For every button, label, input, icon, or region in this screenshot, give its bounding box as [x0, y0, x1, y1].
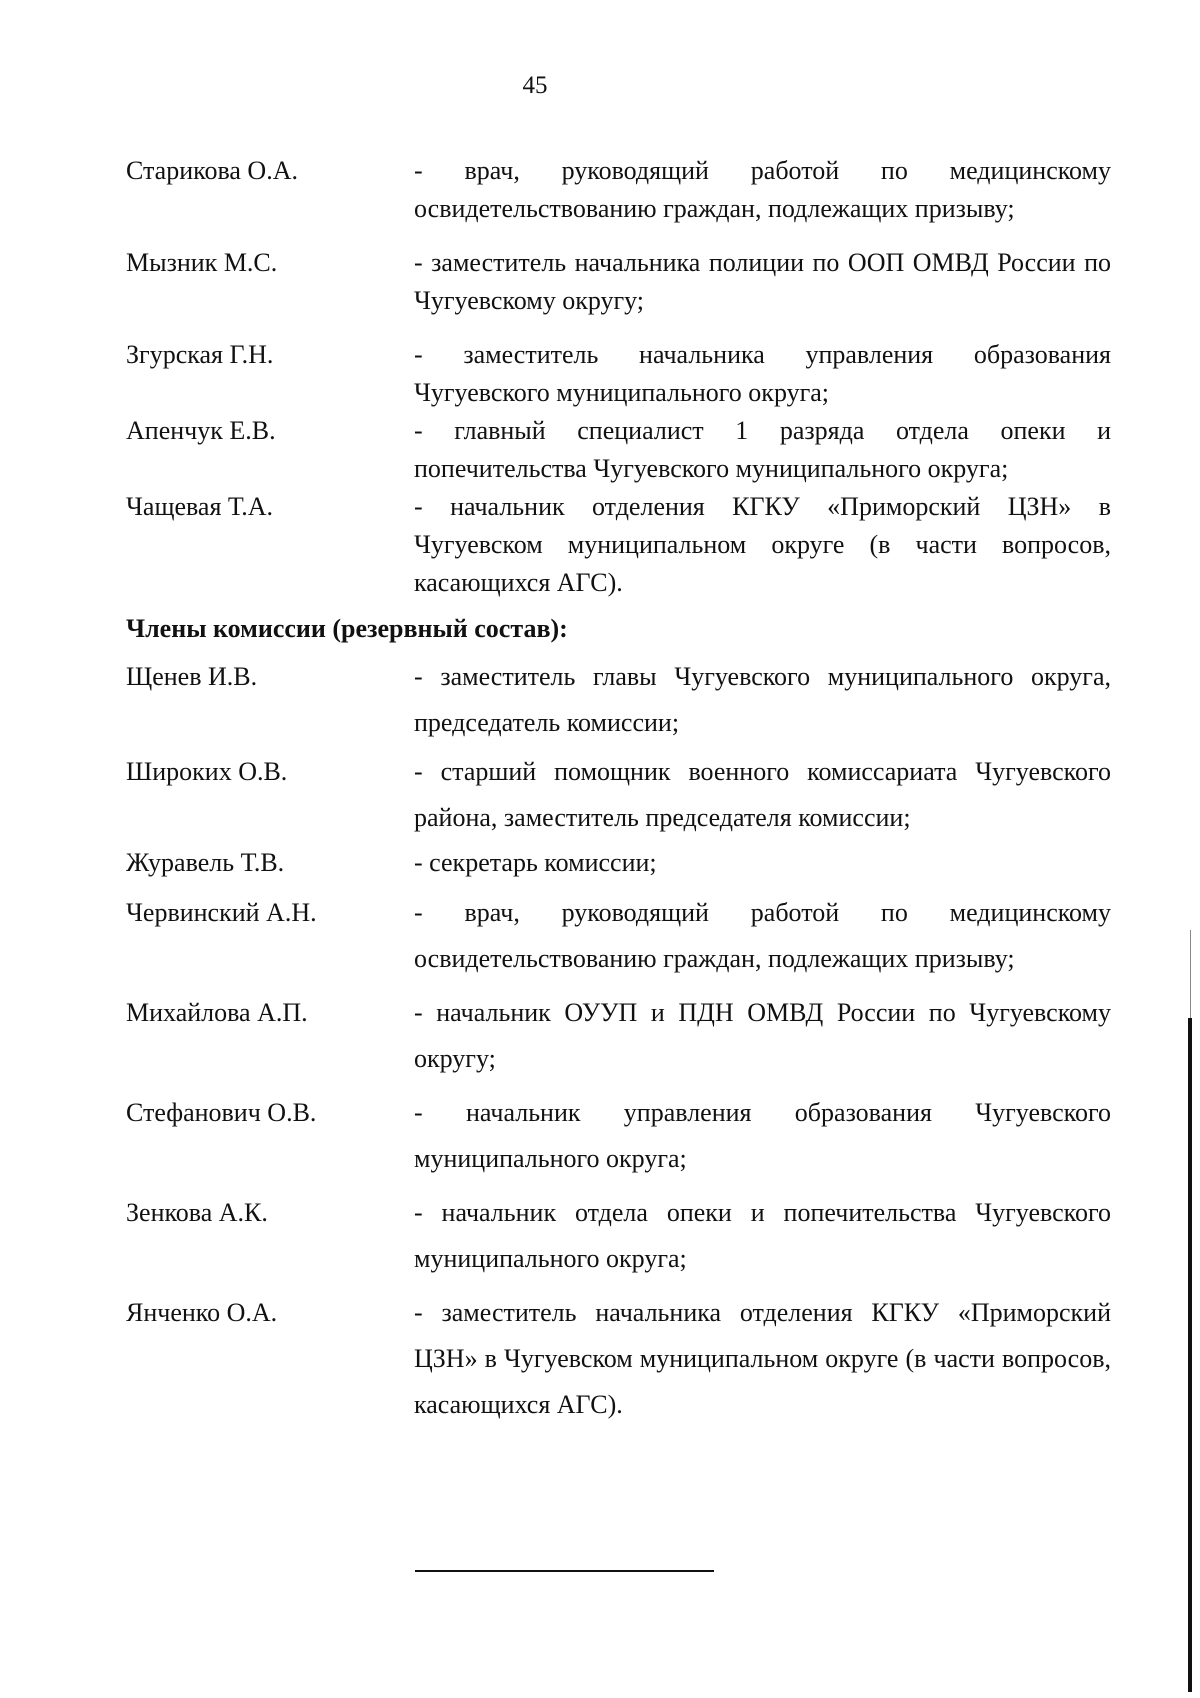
member-name: Мызник М.С. [126, 248, 278, 277]
member-name: Янченко О.А. [126, 1298, 278, 1327]
member-name: Чащевая Т.А. [126, 492, 273, 521]
member-name: Старикова О.А. [126, 156, 298, 185]
member-entry-chaschevaya [126, 488, 1111, 602]
page-number: 45 [522, 72, 548, 99]
member-role: - начальник отдела опеки и попечительства Чугуевского муниципального округа; [414, 1198, 1111, 1273]
member-entry-shirokikh [126, 749, 1111, 841]
member-role: - врач, руководящий работой по медицинскому освидетельствованию граждан, подлежащих призыву; [414, 156, 1111, 223]
member-entry-mikhailova [126, 990, 1111, 1082]
reserve-section-heading: Члены комиссии (резервный состав): [126, 614, 568, 643]
member-entry-zhuravel [126, 844, 1111, 882]
member-role: - заместитель начальника отделения КГКУ «Приморский ЦЗН» в Чугуевском муниципальном округе (в части вопросов, касающихся АГС). [414, 1298, 1111, 1419]
member-name: Щенев И.В. [126, 662, 258, 691]
member-entry-apenchuk [126, 412, 1111, 488]
member-entry-zenkova [126, 1190, 1111, 1282]
member-entry-stefanovich [126, 1090, 1111, 1182]
member-role: - секретарь комиссии; [414, 848, 657, 877]
member-name: Журавель Т.В. [126, 848, 285, 877]
member-name: Червинский А.Н. [126, 898, 317, 927]
closing-divider-line [415, 1570, 714, 1572]
member-entry-yanchenko [126, 1290, 1111, 1428]
scan-edge-shadow [1190, 930, 1191, 1020]
member-role: - главный специалист 1 разряда отдела опеки и попечительства Чугуевского муниципального округа; [414, 416, 1111, 483]
member-name: Зенкова А.К. [126, 1198, 268, 1227]
member-role: - врач, руководящий работой по медицинскому освидетельствованию граждан, подлежащих призыву; [414, 898, 1111, 973]
member-role: - начальник ОУУП и ПДН ОМВД России по Чугуевскому округу; [414, 998, 1111, 1073]
member-entry-schenev [126, 654, 1111, 746]
member-entry-chervinsky [126, 890, 1111, 982]
member-name: Апенчук Е.В. [126, 416, 276, 445]
member-name: Згурская Г.Н. [126, 340, 274, 369]
member-name: Михайлова А.П. [126, 998, 308, 1027]
member-name: Стефанович О.В. [126, 1098, 317, 1127]
member-role: - заместитель главы Чугуевского муниципального округа, председатель комиссии; [414, 662, 1111, 737]
member-entry-myznik [126, 244, 1111, 320]
member-role: - заместитель начальника управления образования Чугуевского муниципального округа; [414, 340, 1111, 407]
member-role: - начальник отделения КГКУ «Приморский ЦЗН» в Чугуевском муниципальном округе (в части вопросов, касающихся АГС). [414, 492, 1111, 597]
member-entry-starikova [126, 152, 1111, 228]
member-role: - начальник управления образования Чугуевского муниципального округа; [414, 1098, 1111, 1173]
commission-member-list [126, 152, 1111, 1428]
member-entry-zgurskaya [126, 336, 1111, 412]
member-name: Широких О.В. [126, 757, 288, 786]
member-role: - заместитель начальника полиции по ООП ОМВД России по Чугуевскому округу; [414, 248, 1111, 315]
scan-edge-border [1188, 1018, 1192, 1692]
member-role: - старший помощник военного комиссариата Чугуевского района, заместитель председателя комиссии; [414, 757, 1111, 832]
